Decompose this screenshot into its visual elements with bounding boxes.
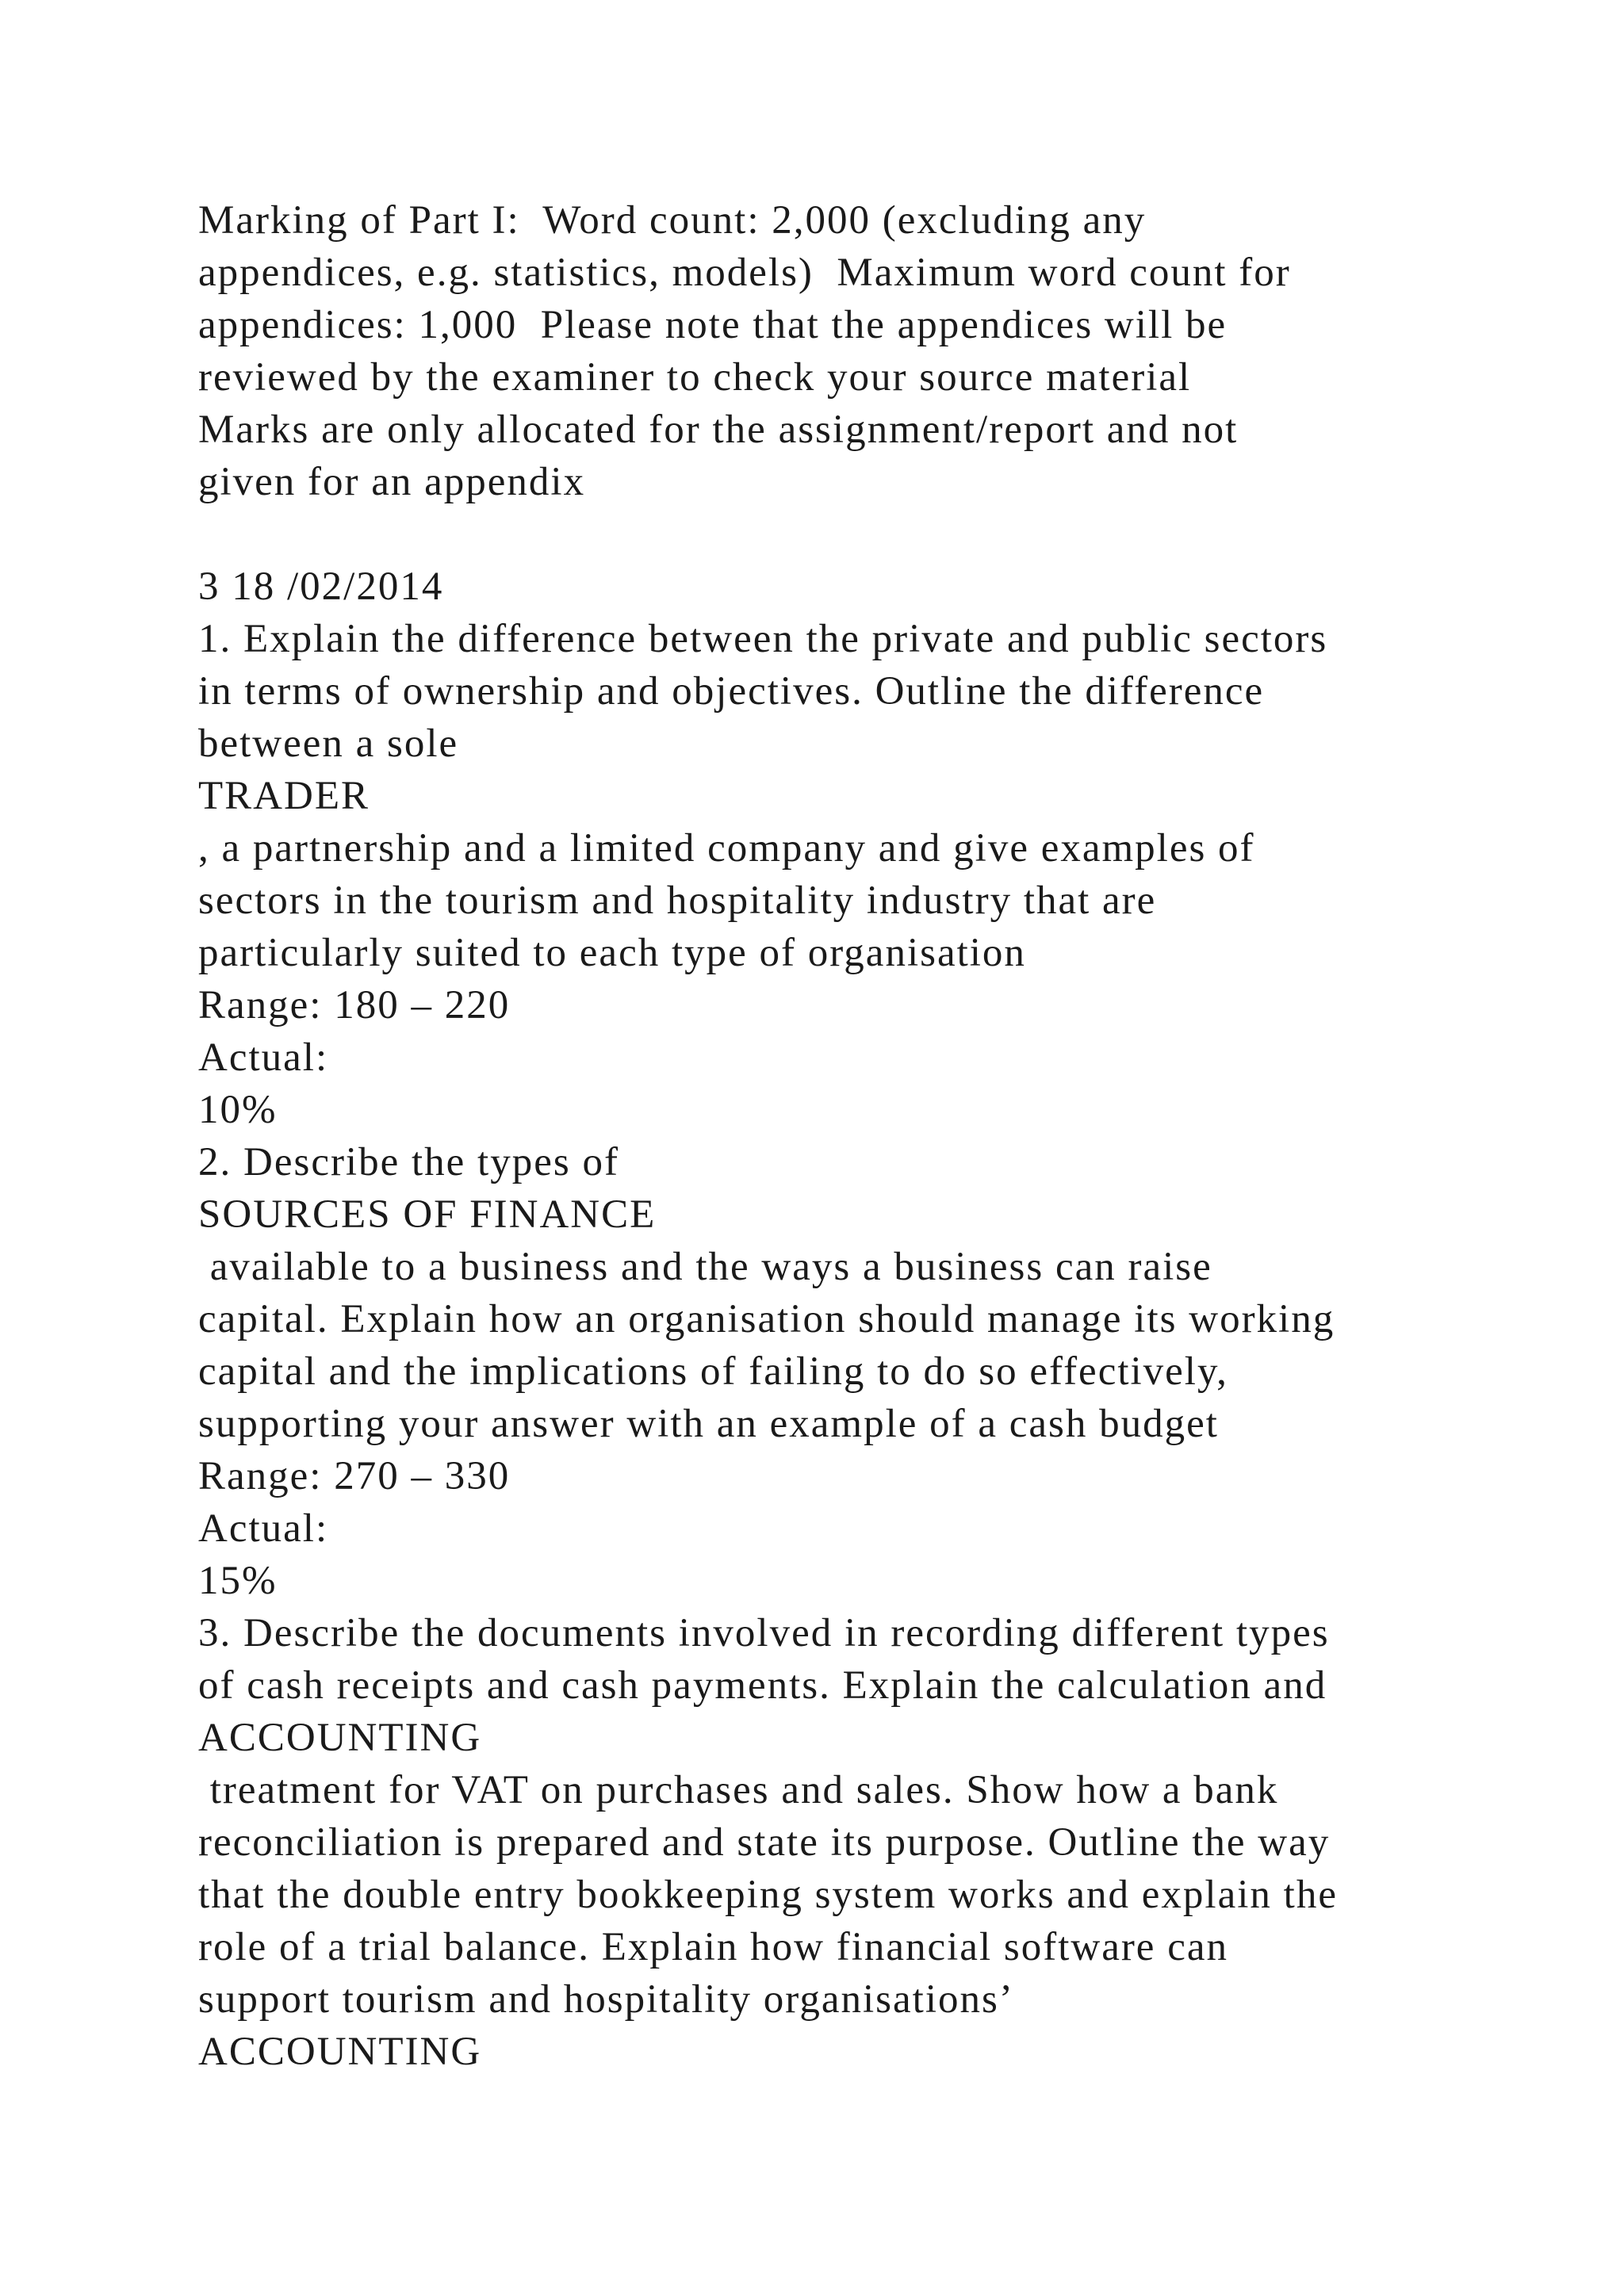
body-line: ACCOUNTING [198, 2030, 482, 2074]
body-line: SOURCES OF FINANCE [198, 1192, 657, 1237]
body-line: reconciliation is prepared and state its purpose. Outline the way [198, 1820, 1331, 1865]
range-line: Range: 270 – 330 [198, 1454, 511, 1498]
weight-line: 10% [198, 1088, 278, 1132]
actual-line: Actual: [198, 1506, 329, 1551]
intro-line: Marking of Part I: Word count: 2,000 (excluding any [198, 198, 1147, 243]
body-line: that the double entry bookkeeping system works and explain the [198, 1873, 1338, 1917]
body-line: 2. Describe the types of [198, 1140, 619, 1184]
range-line: Range: 180 – 220 [198, 983, 511, 1027]
weight-line: 15% [198, 1559, 278, 1603]
body-line: support tourism and hospitality organisations’ [198, 1977, 1014, 2022]
body-line: supporting your answer with an example of a cash budget [198, 1402, 1219, 1446]
intro-line: reviewed by the examiner to check your source material [198, 355, 1203, 400]
body-line: ACCOUNTING [198, 1716, 482, 1760]
body-line: 3. Describe the documents involved in recording different types [198, 1611, 1330, 1655]
body-line: capital and the implications of failing to do so effectively, [198, 1349, 1228, 1394]
document-text [198, 194, 1499, 2078]
intro-line: given for an appendix [198, 460, 586, 504]
intro-line: appendices: 1,000 Please note that the appendices will be [198, 303, 1228, 347]
body-line: of cash receipts and cash payments. Explain the calculation and [198, 1663, 1327, 1708]
body-line: role of a trial balance. Explain how financial software can [198, 1925, 1228, 1969]
body-line: , a partnership and a limited company and give examples of [198, 826, 1255, 871]
intro-line: appendices, e.g. statistics, models) Maximum word count for [198, 251, 1291, 295]
body-line: available to a business and the ways a business can raise [198, 1245, 1212, 1289]
body-line: particularly suited to each type of organisation [198, 931, 1026, 975]
date-line: 3 18 /02/2014 [198, 564, 444, 609]
body-line: sectors in the tourism and hospitality industry that are [198, 878, 1157, 923]
body-line: TRADER [198, 774, 370, 818]
body-line: capital. Explain how an organisation should manage its working [198, 1297, 1335, 1341]
body-line: in terms of ownership and objectives. Outline the difference [198, 669, 1265, 714]
intro-line: Marks are only allocated for the assignment/report and not [198, 408, 1239, 452]
body-line: 1. Explain the difference between the private and public sectors [198, 617, 1328, 661]
body-line: between a sole [198, 721, 459, 766]
actual-line: Actual: [198, 1035, 329, 1080]
paragraph-gap [198, 508, 1499, 561]
body-line: treatment for VAT on purchases and sales. Show how a bank [198, 1768, 1279, 1812]
